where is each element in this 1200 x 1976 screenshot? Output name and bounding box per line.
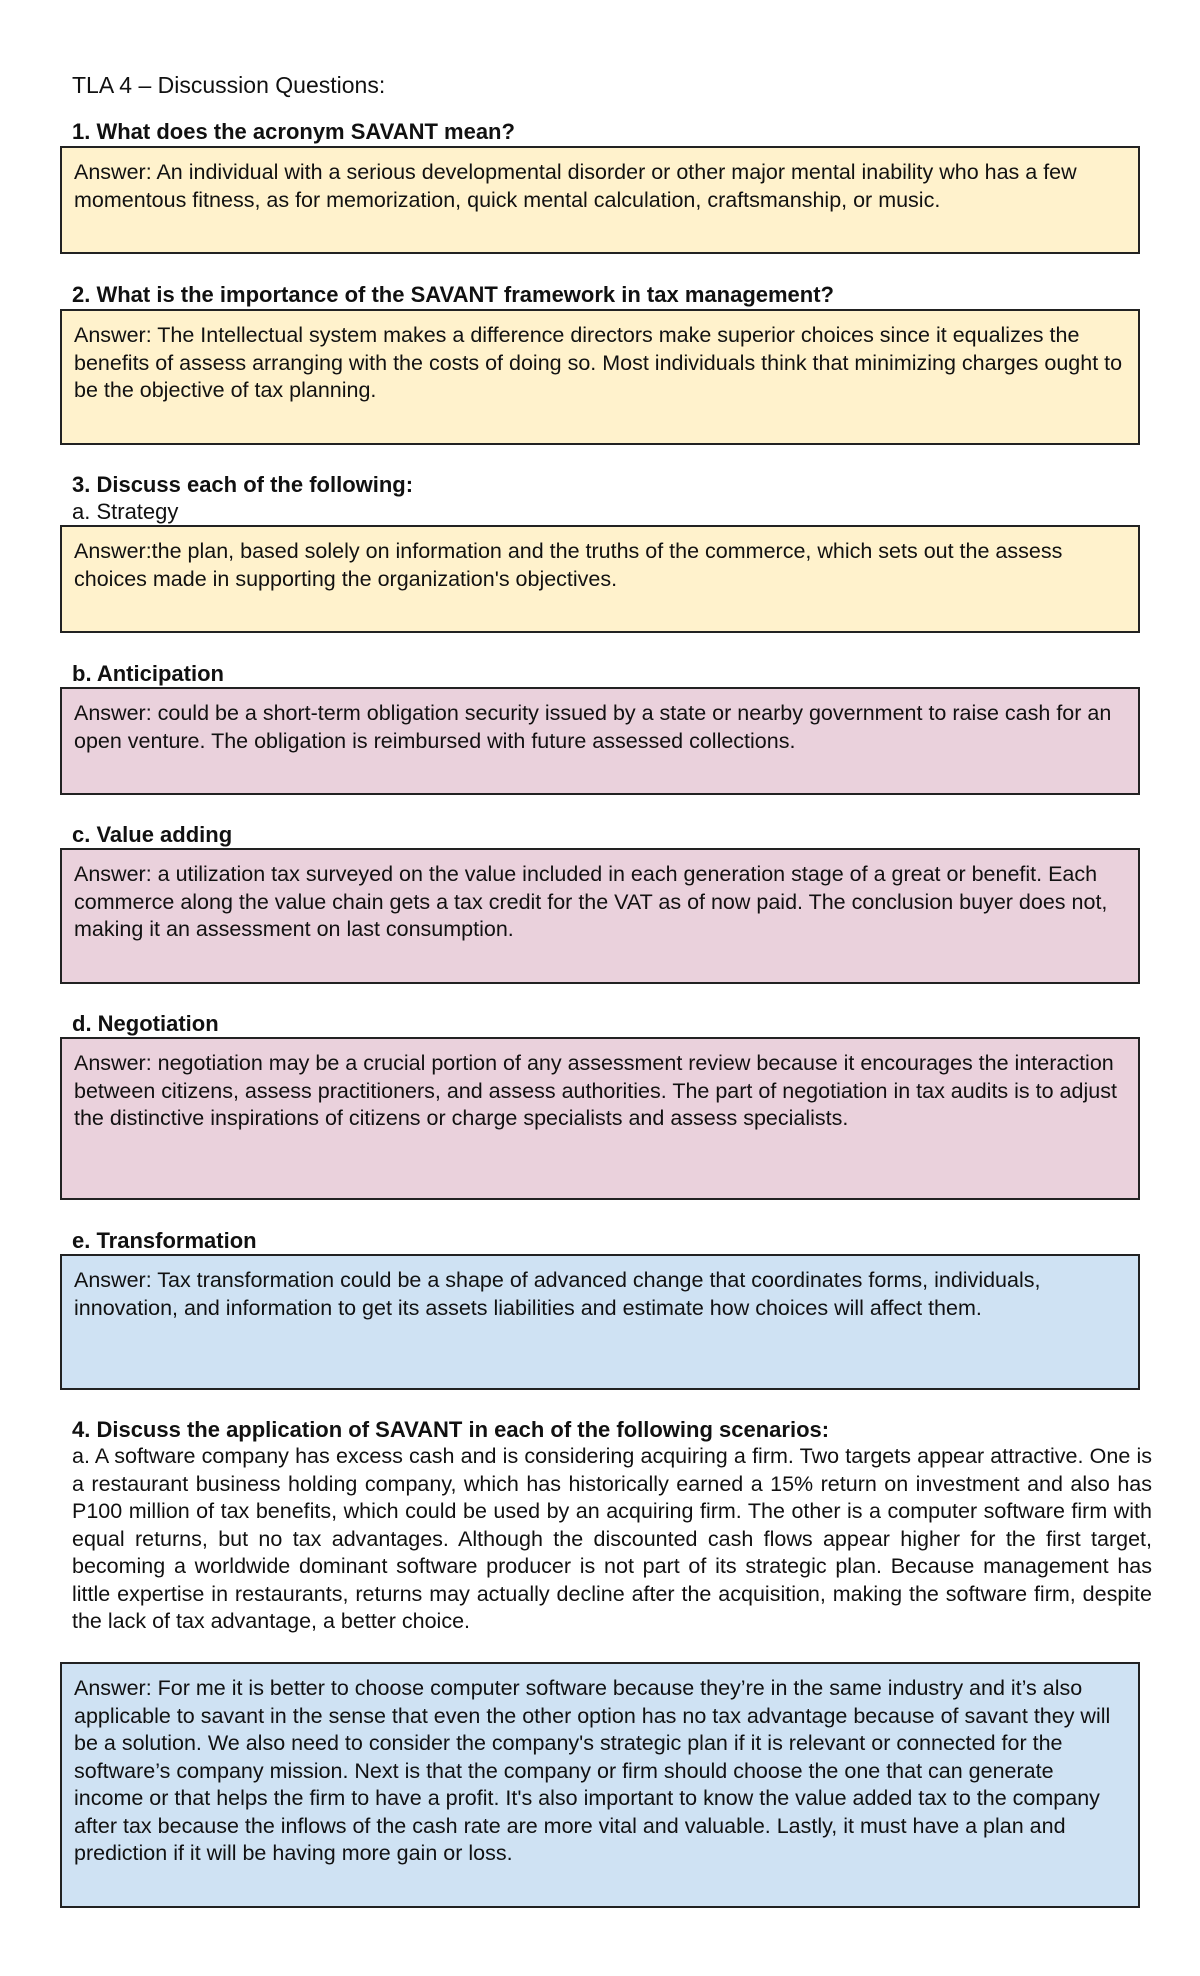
question-1: 1. What does the acronym SAVANT mean?	[72, 119, 515, 144]
question-3: 3. Discuss each of the following:	[72, 472, 414, 497]
q3-b-label: b. Anticipation	[72, 661, 224, 686]
answer-box-1: Answer: An individual with a serious developmental disorder or other major mental inability who has a few momentous fitness, as for memorization, quick mental calculation, craftsmanship, or music.	[60, 146, 1140, 254]
answer-box-3e: Answer: Tax transformation could be a shape of advanced change that coordinates forms, individuals, innovation, and information to get its assets liabilities and estimate how choices will affect them.	[60, 1254, 1140, 1390]
answer-box-3d: Answer: negotiation may be a crucial portion of any assessment review because it encourages the interaction between citizens, assess practitioners, and assess authorities. The part of negotiation in tax audits is to adjust the distinctive inspirations of citizens or charge specialists and assess specialists.	[60, 1037, 1140, 1200]
scenario-a-text: a. A software company has excess cash and is considering acquiring a firm. Two targets appear attractive. One is a restaurant business holding company, which has historically earned a 15% return on investment and also has P100 million of tax benefits, which could be used by an acquiring firm. The other is a computer software firm with equal returns, but no tax advantages. Although the discounted cash flows appear higher for the first target, becoming a worldwide dominant software producer is not part of its strategic plan. Because management has little expertise in restaurants, returns may actually decline after the acquisition, making the software firm, despite the lack of tax advantage, a better choice.	[72, 1444, 1152, 1633]
answer-box-2: Answer: The Intellectual system makes a difference directors make superior choices since it equalizes the benefits of assess arranging with the costs of doing so. Most individuals think that minimizing charges ought to be the objective of tax planning.	[60, 309, 1140, 445]
answer-box-3b: Answer: could be a short-term obligation security issued by a state or nearby government to raise cash for an open venture. The obligation is reimbursed with future assessed collections.	[60, 687, 1140, 795]
q3-d-label: d. Negotiation	[72, 1011, 219, 1036]
answer-box-3a: Answer:the plan, based solely on information and the truths of the commerce, which sets out the assess choices made in supporting the organization's objectives.	[60, 525, 1140, 633]
q3-a-label: a. Strategy	[72, 499, 179, 524]
question-4: 4. Discuss the application of SAVANT in each of the following scenarios:	[72, 1417, 830, 1442]
q3-c-label: c. Value adding	[72, 822, 233, 847]
document-title: TLA 4 – Discussion Questions:	[72, 72, 386, 98]
answer-box-4a: Answer: For me it is better to choose computer software because they’re in the same industry and it’s also applicable to savant in the sense that even the other option has no tax advantage because of savant they will be a solution. We also need to consider the company's strategic plan if it is relevant or connected for the software’s company mission. Next is that the company or firm should choose the one that can generate income or that helps the firm to have a profit. It's also important to know the value added tax to the company after tax because the inflows of the cash rate are more vital and valuable. Lastly, it must have a plan and prediction if it will be having more gain or loss.	[60, 1662, 1140, 1908]
q3-e-label: e. Transformation	[72, 1228, 257, 1253]
answer-box-3c: Answer: a utilization tax surveyed on the value included in each generation stage of a great or benefit. Each commerce along the value chain gets a tax credit for the VAT as of now paid. The conclusion buyer does not, making it an assessment on last consumption.	[60, 848, 1140, 984]
question-2: 2. What is the importance of the SAVANT framework in tax management?	[72, 282, 834, 307]
